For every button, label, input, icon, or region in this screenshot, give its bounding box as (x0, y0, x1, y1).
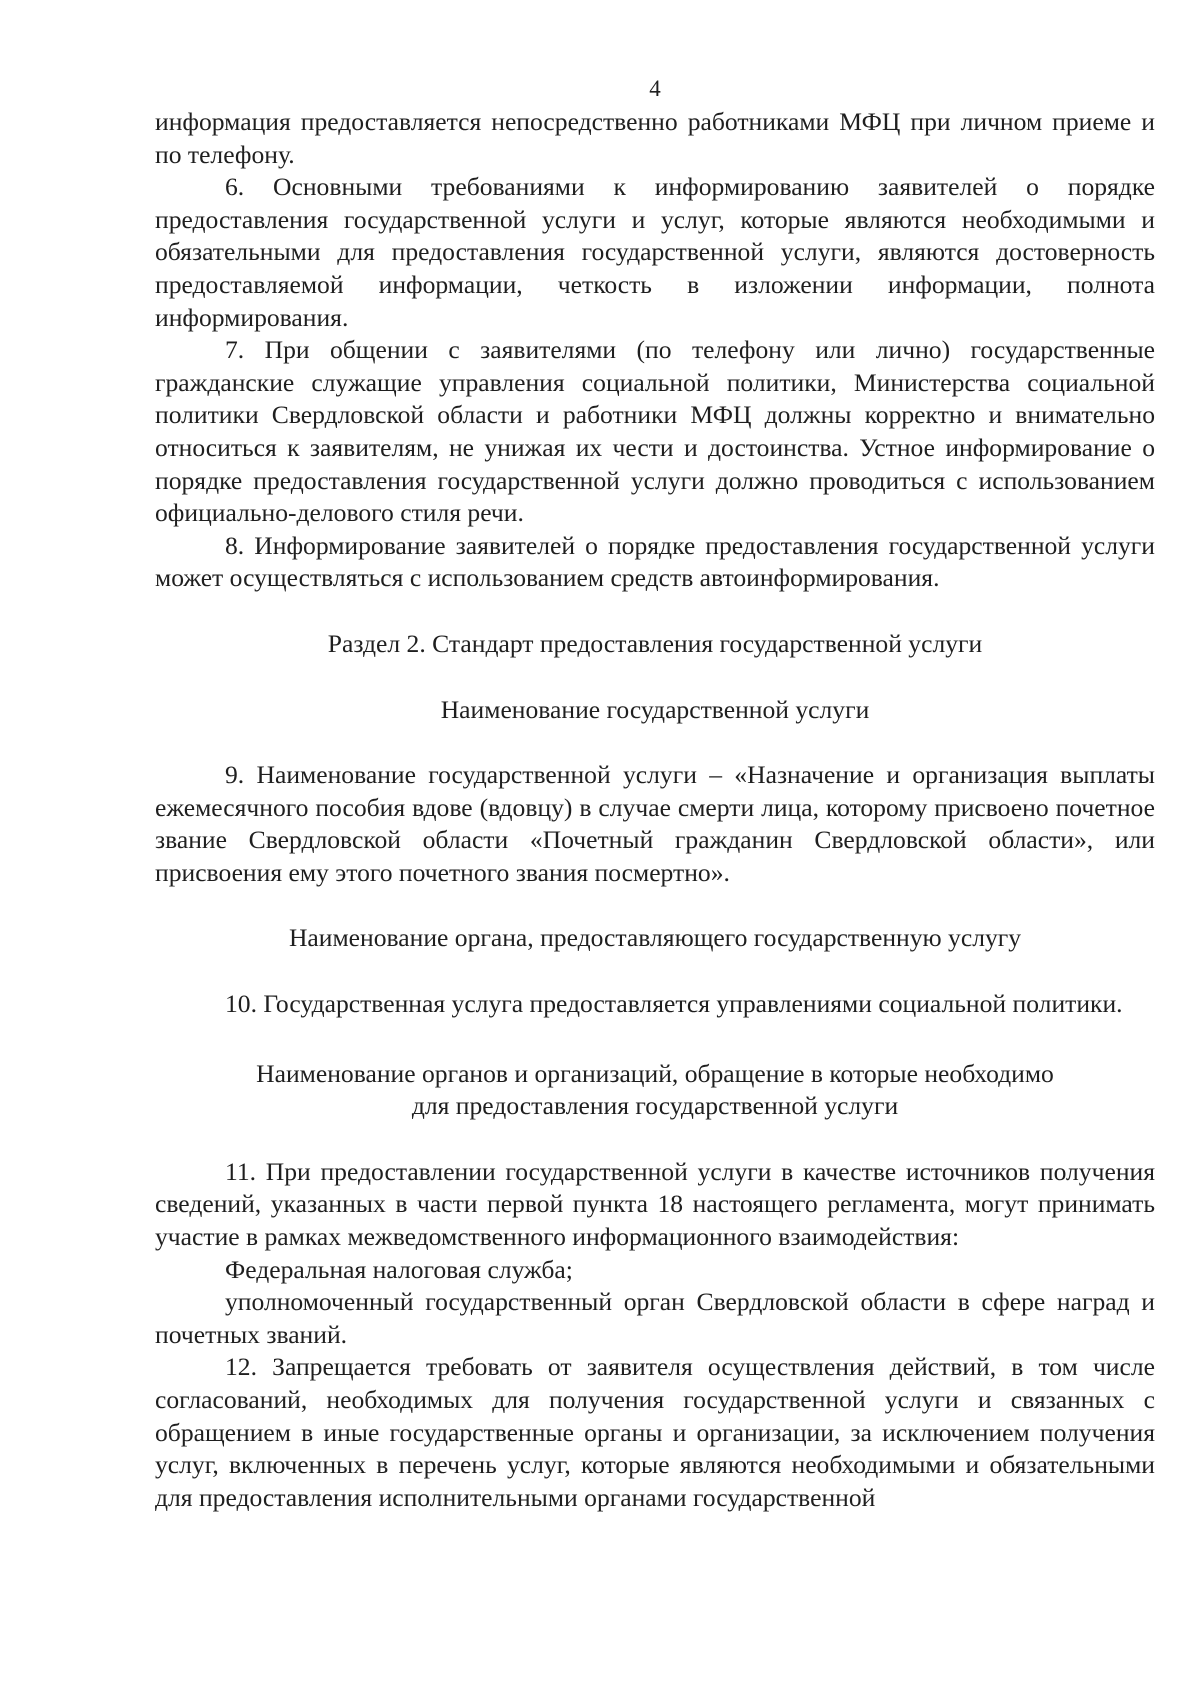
heading-organizations-line-1: Наименование органов и организаций, обращение в которые необходимо (256, 1058, 1054, 1088)
heading-organizations (155, 1058, 1155, 1123)
paragraph-12: 12. Запрещается требовать от заявителя осуществления действий, в том числе согласований, необходимых для получения государственной услуги и связанных с обращением в иные государственные органы и организации, за исключением получения услуг, включенных в перечень услуг, которые являются необходимыми и обязательными для предоставления исполнительными органами государственной (155, 1352, 1155, 1512)
heading-service-name: Наименование государственной услуги (440, 694, 870, 724)
paragraph-8: 8. Информирование заявителей о порядке предоставления государственной услуги может осуществляться с использованием средств автоинформирования. (155, 530, 1155, 593)
paragraph-11: 11. При предоставлении государственной услуги в качестве источников получения сведений, указанных в части первой пункта 18 настоящего регламента, могут принимать участие в рамках межведомственного информационного взаимодействия: (155, 1156, 1155, 1252)
heading-authority-name: Наименование органа, предоставляющего государственную услугу (288, 923, 1022, 953)
heading-section-2: Раздел 2. Стандарт предоставления государственной услуги (327, 628, 983, 658)
paragraph-11-item-awards-authority: уполномоченный государственный орган Свердловской области в сфере наград и почетных званий. (155, 1287, 1155, 1349)
page-number: 4 (649, 76, 661, 101)
paragraph-9: 9. Наименование государственной услуги – «Назначение и организация выплаты ежемесячного пособия вдове (вдовцу) в случае смерти лица, которому присвоено почетное звание Свердловской области «Почетный гражданин Свердловской области», или присвоения ему этого почетного звания посмертно». (155, 760, 1155, 887)
heading-organizations-line-2: для предоставления государственной услуги (411, 1091, 899, 1121)
paragraph-11-item-tax-service: Федеральная налоговая служба; (225, 1254, 573, 1284)
paragraph-7: 7. При общении с заявителями (по телефону или лично) государственные гражданские служащие управления социальной политики, Министерства социальной политики Свердловской области и работники МФЦ должны корректно и внимательно относиться к заявителям, не унижая их чести и достоинства. Устное информирование о порядке предоставления государственной услуги должно проводиться с использованием официально-делового стиля речи. (155, 335, 1155, 528)
paragraph-continuation: информация предоставляется непосредственно работниками МФЦ при личном приеме и по телефону. (155, 107, 1155, 169)
paragraph-6: 6. Основными требованиями к информированию заявителей о порядке предоставления государственной услуги и услуг, которые являются необходимыми и обязательными для предоставления государственной услуги, являются достоверность предоставляемой информации, четкость в изложении информации, полнота информирования. (155, 172, 1155, 332)
paragraph-10: 10. Государственная услуга предоставляется управлениями социальной политики. (225, 989, 1123, 1019)
